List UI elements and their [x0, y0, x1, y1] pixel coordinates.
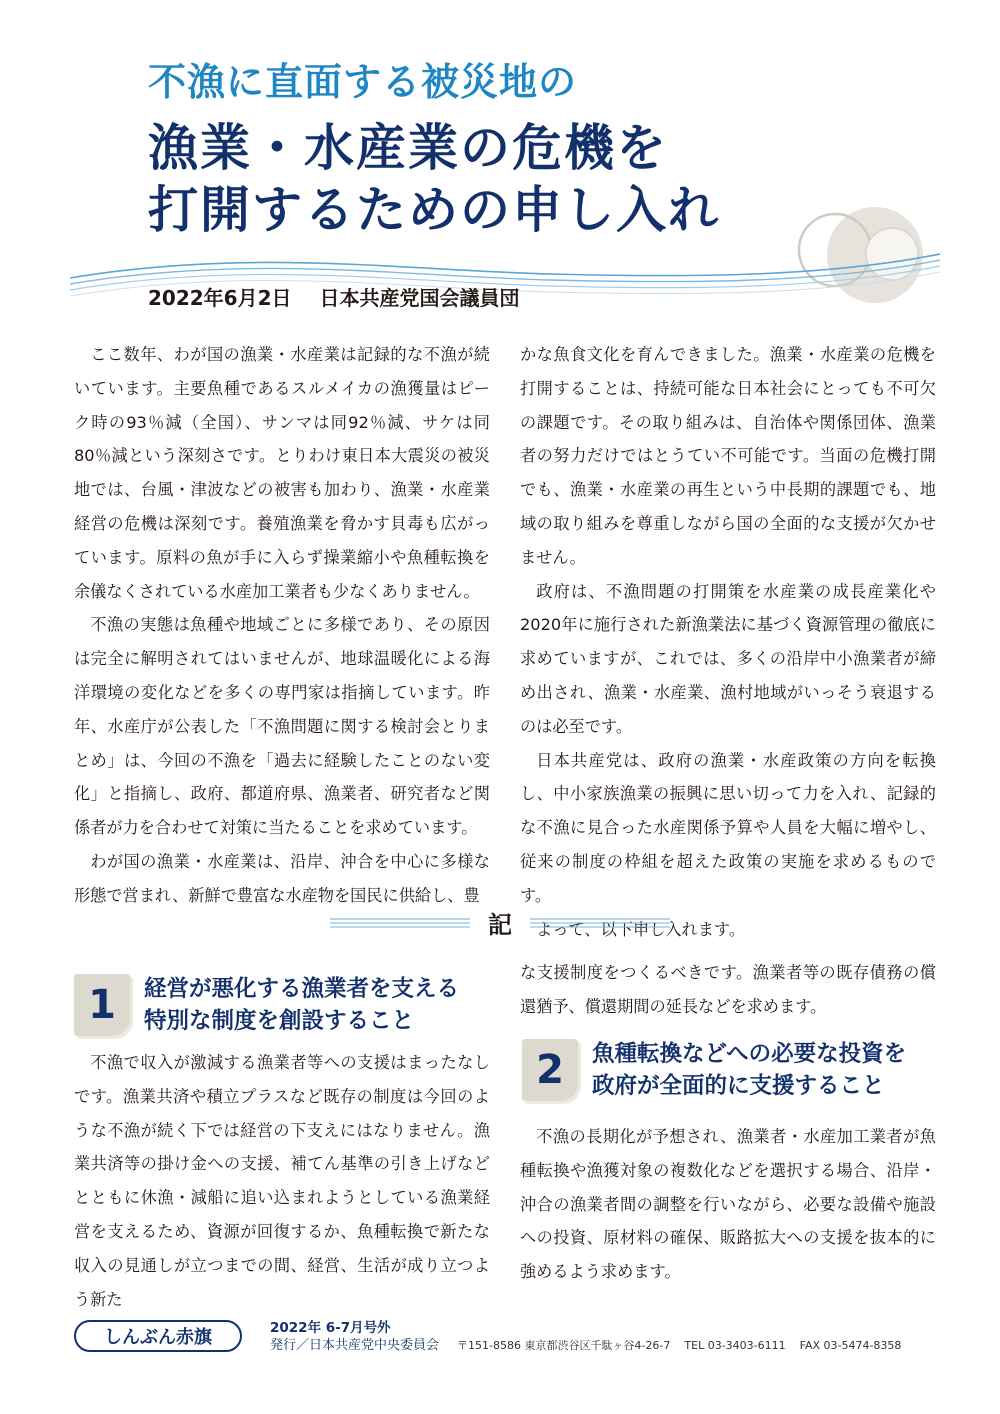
section-2-heading — [522, 1038, 906, 1102]
intro-paragraph: ここ数年、わが国の漁業・水産業は記録的な不漁が続いています。主要魚種であるスルメイカの漁獲量はピーク時の93％減（全国）、サンマは同92％減、サケは同80％減という深刻さです。とりわけ東日本大震災の被災地では、台風・津波などの被害も加わり、漁業・水産業経営の危機は深刻です。養殖漁業を脅かす貝毒も広がっています。原料の魚が手に入らず操業縮小や魚種転換を余儀なくされている水産加工業者も少なくありません。 — [74, 345, 490, 601]
section-paragraph: 不漁の長期化が予想され、漁業者・水産加工業者が魚種転換や漁獲対象の複数化などを選択する場合、沿岸・沖合の漁業者間の調整を行いながら、必要な設備や施設への投資、原材料の確保、販路拡大への支援を抜本的に強めるよう求めます。 — [520, 1127, 936, 1282]
section-title-line1: 経営が悪化する漁業者を支える — [144, 976, 460, 1002]
section-title — [592, 1038, 906, 1102]
ki-heading: 記 — [488, 911, 512, 939]
ki-divider-right — [530, 916, 670, 930]
footer-tel: TEL 03-3403-6111 — [684, 1339, 786, 1352]
section-1-body — [74, 1046, 490, 1316]
section-title-line2: 特別な制度を創設すること — [144, 1008, 415, 1034]
ki-divider-left — [330, 916, 470, 930]
footer-publisher: 発行／日本共産党中央委員会 — [270, 1338, 440, 1353]
intro-paragraph: 不漁の実態は魚種や地域ごとに多様であり、その原因は完全に解明されてはいませんが、地球温暖化による海洋環境の変化などを多くの専門家は指摘しています。昨年、水産庁が公表した「不漁問題に関する検討会とりまとめ」は、今回の不漁を「過去に経験したことのない変化」と指摘し、政府、都道府県、漁業者、研究者など関係者が力を合わせて対策に当たることを求めています。 — [74, 615, 490, 838]
section-paragraph: な支援制度をつくるべきです。漁業者等の既存債務の償還猶予、償還期間の延長などを求めます。 — [520, 963, 936, 1016]
footer-address: 〒151-8586 東京都渋谷区千駄ヶ谷4-26-7 — [457, 1339, 671, 1352]
byline — [148, 282, 520, 311]
byline-organization: 日本共産党国会議員団 — [319, 286, 520, 310]
footer-issue: 2022年 6-7月号外 — [270, 1320, 391, 1336]
intro-paragraph: 政府は、不漁問題の打開策を水産業の成長産業化や2020年に施行された新漁業法に基づく資源管理の徹底に求めていますが、これでは、多くの沿岸中小漁業者が締め出され、漁業・水産業、漁村地域がいっそう衰退するのは必至です。 — [520, 581, 936, 736]
footer-fax: FAX 03-5474-8358 — [799, 1339, 902, 1352]
intro-right-column — [520, 338, 936, 946]
intro-paragraph: 日本共産党は、政府の漁業・水産政策の方向を転換し、中小家族漁業の振興に思い切って力を入れ、記録的な不漁に見合った水産関係予算や人員を大幅に増やし、従来の制度の枠組を超えた政策の実施を求めるものです。 — [520, 750, 936, 905]
title-subtitle: 不漁に直面する被災地の — [148, 60, 578, 104]
section-1-continuation — [520, 956, 936, 1024]
footer-publisher-line — [270, 1334, 901, 1353]
section-number-badge: 2 — [522, 1039, 578, 1101]
intro-paragraph: よって、以下申し入れます。 — [536, 919, 746, 939]
intro-paragraph: かな魚食文化を育んできました。漁業・水産業の危機を打開することは、持続可能な日本社会にとっても不可欠の課題です。その取り組みは、自治体や関係団体、漁業者の努力だけではとうてい不可能です。当面の危機打開でも、漁業・水産業の再生という中長期的課題でも、地域の取り組みを尊重しながら国の全面的な支援が欠かせません。 — [520, 345, 936, 567]
intro-paragraph: わが国の漁業・水産業は、沿岸、沖合を中心に多様な形態で営まれ、新鮮で豊富な水産物を国民に供給し、豊 — [74, 851, 490, 905]
section-number-badge: 1 — [74, 974, 130, 1036]
section-title-line2: 政府が全面的に支援すること — [592, 1073, 885, 1099]
section-paragraph: 不漁で収入が激減する漁業者等への支援はまったなしです。漁業共済や積立プラスなど既存の制度は今回のような不漁が続く下では経営の下支えにはなりません。漁業共済等の掛け金への支援、補てん基準の引き上げなどとともに休漁・減船に追い込まれようとしている漁業経営を支えるため、資源が回復するか、魚種転換で新たな収入の見通しが立つまでの間、経営、生活が成り立つよう新た — [74, 1053, 490, 1309]
title-main-line1: 漁業・水産業の危機を — [148, 119, 668, 177]
section-title — [144, 973, 459, 1037]
section-2-body — [520, 1120, 936, 1289]
section-1-heading — [74, 973, 459, 1037]
intro-left-column — [74, 338, 490, 913]
title-main-line2: 打開するための申し入れ — [148, 181, 720, 239]
footer-paper-name: しんぶん赤旗 — [74, 1320, 242, 1352]
byline-date: 2022年6月2日 — [148, 286, 292, 310]
section-title-line1: 魚種転換などへの必要な投資を — [592, 1041, 907, 1067]
